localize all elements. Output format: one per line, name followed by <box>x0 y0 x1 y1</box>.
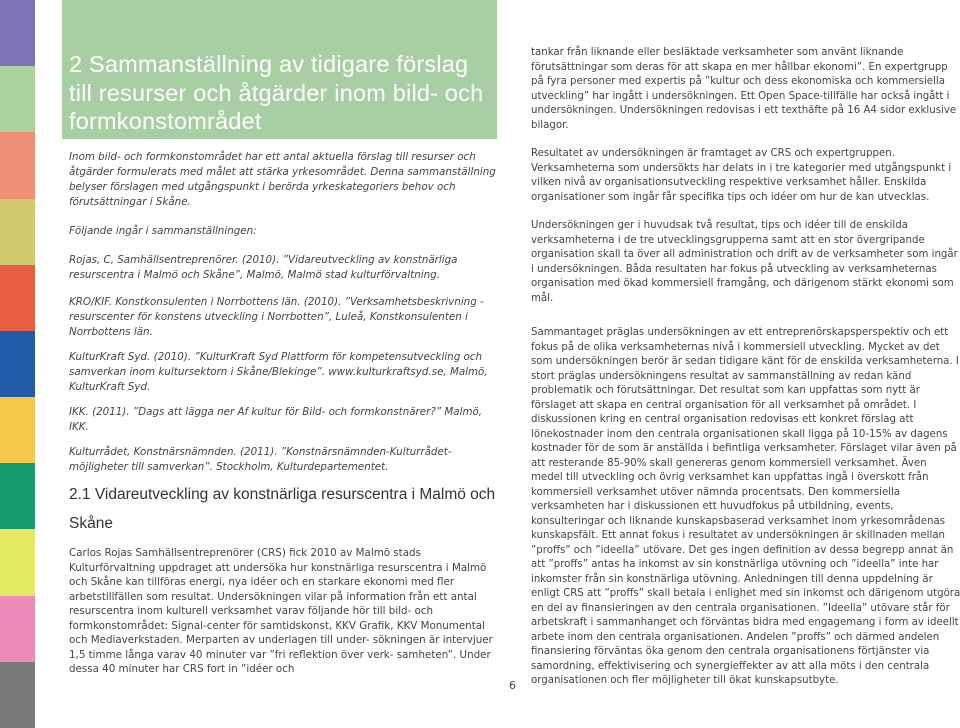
color-block <box>0 265 35 331</box>
page-number: 6 <box>509 679 516 692</box>
color-block <box>0 0 35 66</box>
color-block <box>0 66 35 132</box>
color-block <box>0 397 35 463</box>
reference-item: Kulturrådet, Konstnärsnämnden. (2011). ”Konstnärsnämnden-Kulturrådet-möjligheter till samverkan”. Stockholm, Kulturdepartementet. <box>69 446 452 473</box>
color-block <box>0 199 35 265</box>
page-title: 2 Sammanställning av tidigare förslag till resurser och åtgärder inom bild- och formkonstområdet <box>69 51 484 134</box>
reference-item: KulturKraft Syd. (2010). ”KulturKraft Syd Plattform för kompetensutveckling och samverkan inom kultursektorn i Skåne/Blekinge”. www.kulturkraftsyd.se, Malmö, KulturKraft Syd. <box>69 351 488 393</box>
intro-paragraph: Inom bild- och formkonstområdet har ett antal aktuella förslag till resurser och åtgärder formulerats med målet att stärka yrkesområdet. Denna sammanställning belyser förslagen med utgångspunkt i berörda yrkeskategoriers behov och förutsättningar i Skåne. <box>69 151 496 208</box>
color-block <box>0 596 35 662</box>
color-block <box>0 529 35 595</box>
reference-item: KRO/KIF. Konstkonsulenten i Norrbottens län. (2010). ”Verksamhetsbeskrivning -resurscenter för konstens utveckling i Norrbotten”, Luleå, Konstkonsulenten i Norrbottens län. <box>69 296 484 338</box>
right-paragraph: tankar från liknande eller besläktade verksamheter som använt liknande förutsättningar som deras för att skapa en mer hållbar ekonomi”. En expertgrupp på fyra personer med expertis på ”kultur och dess ekonomiska och kommersiella utveckling” har ingått i undersökningen. Ett Open Space-tillfälle har också ingått i undersökningen. Undersökningen redovisas i ett texthäfte på 16 A4 sidor exklusive bilagor. <box>531 47 957 131</box>
right-paragraph: Sammantaget präglas undersökningen av ett entreprenörskapsperspektiv och ett fokus på de olika verksamheternas nivå i kommersiell utveckling. Mycket av det som undersökningen berör är sedan tidigare känt för de enskilda verksamheterna. I stort präglas undersökningens resultat av sammanställning av redan känd problematik och förutsättningar. Det resultat som kan uppfattas som nytt är förslaget att skapa en central organisation för all verksamhet på området. I diskussionen kring en central organisation redovisas ett konkret förslag att lönekostnader inom den centrala organisationen skall ligga på 10-15% av dagens kostnader för de som är anställda i befintliga verksamheter. Förslaget vilar även på att resterande 85-90% skall genereras genom kommersiell verksamhet. Även medel till utveckling och övrig verksamhet kan uppfattas ingå i överskott från kommersiell verksamhet utöver nämnda procentsats. Den kommersiella verksamheten har i diskussionen ett huvudfokus på utbildning, events, konsulteringar och liknande kunskapsbaserad verksamhet inom yrkesområdenas kunskapsfält. Ett annat fokus i resultatet av undersökningen är skillnaden mellan ”proffs” och ”ideella” utövare. Det ges ingen definition av dessa begrepp annat än att ”proffs” antas ha inkomst av sin konstnärliga utövning och ”ideella” inte har inkomster från sin konstnärliga utövning. Anledningen till denna uppdelning är enligt CRS att ”proffs” skall betala i enlighet med sin inkomst och därigenom utgöra en del av finansieringen av den centrala organisationen. ”Ideella” utövare står för arbetskraft i sammanhanget och förväntas bidra med engagemang i form av ideellt arbete inom den centrala organisationen. Andelen ”proffs” och därmed andelen finansiering förväntas öka genom den centrala organisationens förtjänster via samordning, effektivisering och synergieffekter av att alla möts i den centrala organisationen och fler möjligheter till ökat kunskapsutbyte. <box>531 327 960 686</box>
right-column <box>531 46 960 689</box>
color-stripe-sidebar <box>0 0 35 728</box>
included-label: Följande ingår i sammanställningen: <box>69 225 257 237</box>
color-block <box>0 331 35 397</box>
right-paragraph: Undersökningen ger i huvudsak två resultat, tips och idéer till de enskilda verksamheterna i de tre utvecklingsgrupperna samt att en stor övergripande organisation skall ta över all administration och drift av de verksamheter som ingår i undersökningen. Båda resultaten har fokus på utveckling av verksamheternas organisation med ökad kommersiell framgång, och därigenom stärkt ekonomi som mål. <box>531 220 958 304</box>
section-heading: 2.1 Vidareutveckling av konstnärliga resurscentra i Malmö och Skåne <box>69 486 496 532</box>
color-block <box>0 132 35 198</box>
left-column-intro <box>69 150 501 475</box>
color-block <box>0 662 35 728</box>
color-block <box>0 463 35 529</box>
left-body-paragraph: Carlos Rojas Samhällsentreprenörer (CRS) fick 2010 av Malmö stads Kulturförvaltning uppdraget att undersöka hur konstnärliga resurscentra i Malmö och Skåne kan tillföras energi, nya idéer och en starkare ekonomi med fler arbetstillfällen som resultat. Undersökningen vilar på information från ett antal resurscentra inom kulturell verksamhet varav följande hör till bild- och formkonstområdet: Signal-center för samtidskonst, KKV Grafik, KKV Monumental och Mediaverkstaden. Merparten av underlagen till under- sökningen är intervjuer 1,5 timme långa varav 40 minuter var ”fri reflektion över verk- samheten”. Under dessa 40 minuter har CRS fort in ”idéer och <box>69 547 493 675</box>
reference-item: IKK. (2011). ”Dags att lägga ner Af kultur för Bild- och formkonstnärer?” Malmö, IKK. <box>69 406 483 433</box>
reference-item: Rojas, C, Samhällsentreprenörer. (2010). ”Vidareutveckling av konstnärliga resurscentra i Malmö och Skåne”, Malmö, Malmö stad kulturförvaltning. <box>69 254 458 281</box>
right-paragraph: Resultatet av undersökningen är framtaget av CRS och expertgruppen. Verksamheterna som undersökts har delats in i tre kategorier med utgångspunkt i vilken nivå av organisationsutveckling respektive verksamhet håller. Enskilda organisationer som ingår får specifika tips och idéer om hur de kan utvecklas. <box>531 148 952 203</box>
